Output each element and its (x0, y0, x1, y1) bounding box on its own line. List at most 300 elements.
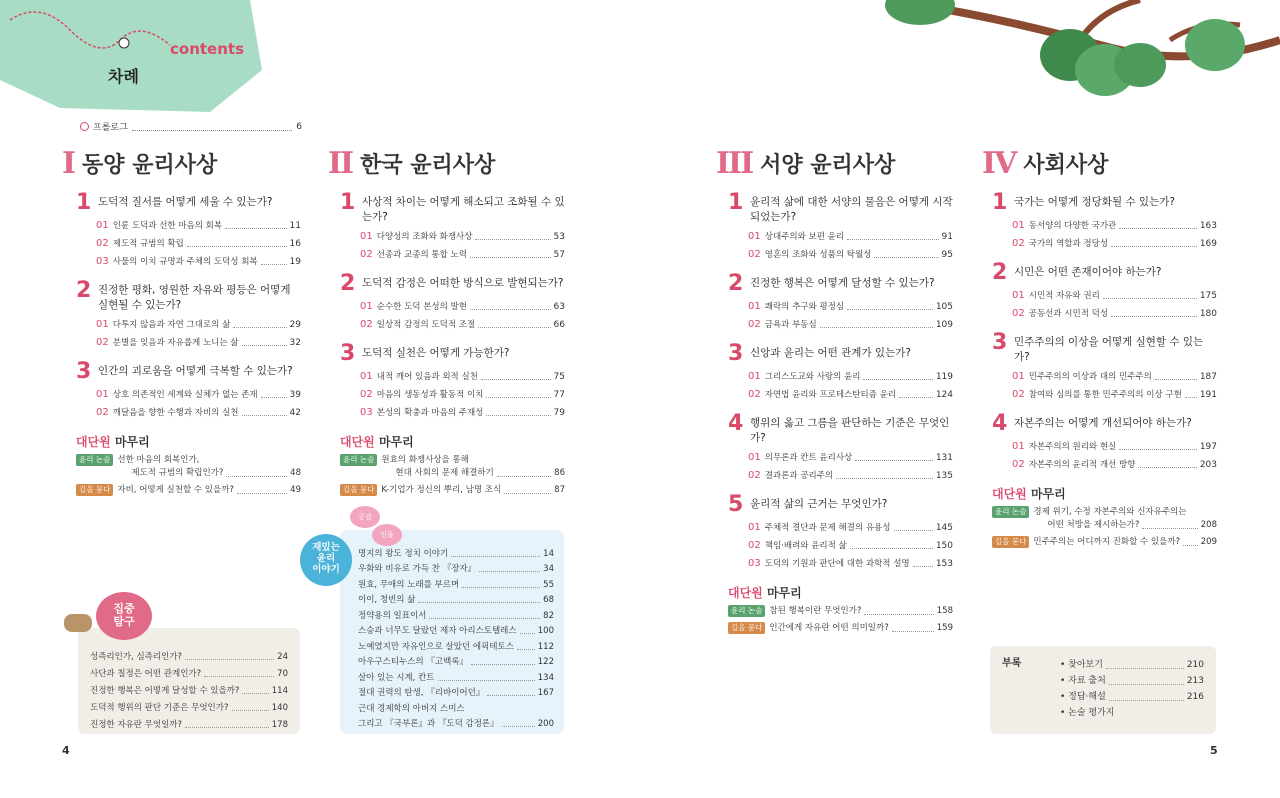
focus-item[interactable] (90, 651, 288, 663)
leader-dots (899, 397, 933, 398)
leader-dots (418, 602, 540, 603)
section-item[interactable] (96, 256, 301, 268)
part-title: 서양 윤리사상 (760, 153, 896, 178)
story-page: 200 (537, 719, 554, 729)
section-number: 01 (748, 301, 761, 312)
section-item[interactable] (748, 389, 953, 401)
chapter-number: 1 (340, 190, 356, 215)
section-item[interactable] (360, 319, 565, 331)
chapter-header[interactable] (728, 273, 953, 295)
summary-label-a: 대단원 (340, 435, 375, 449)
part-2-toc (340, 182, 565, 497)
leader-dots (497, 476, 551, 477)
section-number: 03 (360, 407, 373, 418)
section-title: 참여와 심의를 통한 민주주의의 이상 구현 (1028, 390, 1182, 400)
section-item[interactable] (748, 522, 953, 534)
section-title: 사물의 이치 규명과 주체의 도덕성 회복 (112, 257, 258, 267)
leader-dots (1109, 684, 1184, 685)
summary-row[interactable] (728, 622, 953, 635)
section-title: 일상적 감정의 도덕적 조절 (376, 320, 476, 330)
story-page: 134 (537, 672, 554, 683)
story-page: 122 (537, 657, 554, 667)
chapter-title: 신앙과 윤리는 어떤 관계가 있는가? (750, 347, 911, 359)
story-item[interactable] (358, 594, 554, 606)
section-item[interactable] (96, 220, 301, 232)
chapter-block (728, 192, 953, 261)
chapter-header[interactable] (76, 361, 301, 383)
section-title: 순수한 도덕 본성의 발현 (376, 302, 467, 312)
section-number: 02 (360, 319, 373, 330)
leader-dots (894, 530, 933, 531)
section-item[interactable] (1012, 459, 1217, 471)
section-item[interactable] (360, 249, 565, 261)
section-item[interactable] (1012, 441, 1217, 453)
section-number: 02 (748, 319, 761, 330)
summary-body (381, 484, 565, 497)
summary-label-a: 대단원 (728, 586, 763, 600)
summary-body (117, 484, 301, 497)
appendix-page: 210 (1186, 660, 1204, 670)
chapter-title: 진정한 행복은 어떻게 달성할 수 있는가? (750, 277, 935, 289)
summary-line (117, 484, 301, 497)
summary-row[interactable] (340, 484, 565, 497)
part-title: 한국 윤리사상 (360, 153, 496, 178)
story-title: 그리고 『국부론』과 『도덕 감정론』 (358, 719, 499, 729)
section-number: 02 (1012, 308, 1025, 319)
chapter-header[interactable] (340, 273, 565, 295)
story-page: 14 (543, 548, 554, 559)
summary-row[interactable] (992, 506, 1217, 532)
section-item[interactable] (748, 319, 953, 331)
section-number: 02 (1012, 459, 1025, 470)
section-title: 국가의 역할과 정당성 (1028, 239, 1109, 249)
section-item[interactable] (96, 319, 301, 331)
leader-dots (847, 239, 939, 240)
part-number: III (716, 146, 753, 181)
part-4-toc (992, 182, 1217, 549)
section-page: 197 (1199, 442, 1217, 452)
summary-row[interactable] (340, 454, 565, 480)
story-title: 노예였지만 자유인으로 살았던 에픽테토스 (358, 641, 514, 652)
summary-tag: 길을 묻다 (728, 622, 765, 634)
story-page: 112 (537, 641, 554, 652)
badge-line: 윤리 (316, 553, 336, 564)
story-page: 100 (537, 626, 554, 636)
chapter-header[interactable] (728, 343, 953, 365)
section-page: 180 (1199, 309, 1217, 319)
section-page: 124 (935, 390, 953, 400)
appendix-label: 부록 (1002, 658, 1022, 669)
section-number: 02 (1012, 238, 1025, 249)
contents-heading-en: contents (170, 40, 244, 58)
leader-dots (1155, 379, 1197, 380)
chapter-block (76, 192, 301, 268)
section-item[interactable] (360, 389, 565, 401)
focus-title: 도덕적 행위의 판단 기준은 무엇인가? (90, 703, 229, 713)
chapter-header[interactable] (76, 192, 301, 214)
chapter-block (340, 273, 565, 331)
section-item[interactable] (748, 371, 953, 383)
story-badge (300, 534, 352, 586)
chapter-number: 3 (992, 330, 1008, 355)
chapter-block (76, 361, 301, 419)
leader-dots (1109, 700, 1184, 701)
story-item[interactable] (358, 625, 554, 637)
chapter-header[interactable] (340, 192, 565, 225)
part-title: 사회사상 (1023, 153, 1109, 178)
focus-title: 사단과 칠정은 어떤 관계인가? (90, 669, 202, 679)
contents-heading-ko: 차례 (108, 67, 139, 86)
summary-label-a: 대단원 (992, 487, 1027, 501)
part-2-header (328, 146, 495, 181)
leader-dots (486, 415, 550, 416)
chapter-number: 1 (76, 190, 92, 215)
chapter-title: 윤리적 삶의 근거는 무엇인가? (750, 498, 888, 510)
leader-dots (864, 614, 933, 615)
story-title: 절대 권력의 탄생, 『리바이어던』 (358, 688, 485, 698)
summary-label-b: 마무리 (378, 435, 414, 449)
chapter-block (728, 413, 953, 482)
section-title: 민주주의의 이상과 대의 민주주의 (1028, 372, 1152, 382)
summary-line (381, 467, 565, 480)
leader-dots (242, 345, 287, 346)
summary-page: 209 (1200, 537, 1217, 547)
summary-label-b: 마무리 (1030, 487, 1066, 501)
section-number: 02 (748, 249, 761, 260)
summary-text: 인간에게 자유란 어떤 의미일까? (769, 623, 889, 633)
section-title: 책임·배려와 윤리적 삶 (764, 541, 847, 551)
story-item[interactable] (358, 672, 554, 684)
chapter-block (340, 192, 565, 261)
section-page: 175 (1199, 291, 1217, 301)
section-page: 16 (289, 239, 301, 249)
chapter-header[interactable] (76, 280, 301, 313)
summary-text: 선한 마음의 회복인가, (117, 455, 200, 465)
section-item[interactable] (1012, 371, 1217, 383)
summary-line (1033, 536, 1217, 549)
section-page: 19 (289, 257, 301, 267)
summary-label-a: 대단원 (76, 435, 111, 449)
part-3-toc (728, 182, 953, 635)
leader-dots (504, 493, 551, 494)
chapter-title: 국가는 어떻게 정당화될 수 있는가? (1014, 196, 1175, 208)
leader-dots (850, 548, 933, 549)
chapter-header[interactable] (992, 262, 1217, 284)
summary-label-b: 마무리 (766, 586, 802, 600)
section-page: 203 (1199, 460, 1217, 470)
part-number: I (62, 146, 75, 181)
section-number: 01 (748, 371, 761, 382)
section-page: 109 (935, 320, 953, 330)
focus-page: 24 (277, 652, 288, 662)
appendix-item[interactable] (1060, 707, 1204, 720)
summary-text: K-기업가 정신의 뿌리, 남명 조식 (381, 485, 502, 495)
leader-dots (913, 566, 933, 567)
appendix-title: • 자료 출처 (1060, 676, 1106, 686)
focus-inquiry-box (78, 628, 300, 734)
section-number: 01 (748, 231, 761, 242)
chapter-header[interactable] (728, 413, 953, 446)
clock-icon (80, 122, 89, 131)
unit-summary-heading (992, 485, 1217, 502)
section-number: 02 (748, 470, 761, 481)
tag-bubble: 공감 (350, 506, 380, 528)
summary-body (117, 454, 301, 480)
chapter-header[interactable] (728, 494, 953, 516)
summary-text: 참된 행복이란 무엇인가? (769, 606, 862, 616)
leader-dots (479, 571, 540, 572)
focus-page: 70 (277, 669, 288, 679)
part-3-header (716, 146, 895, 181)
chapter-header[interactable] (728, 192, 953, 225)
chapter-header[interactable] (992, 332, 1217, 365)
story-page: 68 (543, 595, 554, 605)
summary-body (769, 622, 953, 635)
section-title: 그리스도교와 사랑의 윤리 (764, 372, 861, 382)
summary-text: 원효의 화쟁사상을 통해 (381, 455, 469, 465)
section-item[interactable] (748, 301, 953, 313)
section-item[interactable] (360, 407, 565, 419)
summary-tag: 길을 묻다 (992, 536, 1029, 548)
section-page: 79 (553, 408, 565, 418)
focus-item[interactable] (90, 702, 288, 714)
section-title: 상호 의존적인 세계와 실체가 없는 존재 (112, 390, 258, 400)
summary-tag: 윤리 논술 (728, 605, 765, 617)
story-title: 스승과 너무도 달랐던 제자 아리스토텔레스 (358, 626, 517, 636)
section-page: 75 (553, 372, 565, 382)
summary-page: 49 (290, 485, 301, 495)
focus-title: 진정한 자유란 무엇일까? (90, 720, 183, 730)
section-title: 깨달음을 향한 수행과 자비의 실천 (112, 408, 239, 418)
section-page: 53 (553, 232, 565, 242)
part-1-header (62, 146, 217, 181)
section-item[interactable] (360, 371, 565, 383)
focus-item[interactable] (90, 685, 288, 697)
leader-dots (471, 664, 535, 665)
summary-row[interactable] (76, 484, 301, 497)
section-title: 주체적 결단과 문제 해결의 유용성 (764, 523, 891, 533)
leader-dots (237, 493, 287, 494)
section-number: 01 (1012, 220, 1025, 231)
focus-item[interactable] (90, 719, 288, 731)
section-number: 01 (1012, 290, 1025, 301)
section-page: 187 (1199, 372, 1217, 382)
chapter-number: 2 (992, 260, 1008, 285)
chapter-number: 1 (992, 190, 1008, 215)
section-title: 동서양의 다양한 국가관 (1028, 221, 1117, 231)
badge-line: 집중 (113, 602, 135, 615)
section-item[interactable] (96, 337, 301, 349)
leader-dots (502, 726, 535, 727)
cat-illustration (64, 614, 92, 632)
story-item[interactable] (358, 718, 554, 730)
summary-page: 87 (554, 485, 565, 495)
leader-dots (478, 327, 550, 328)
section-item[interactable] (1012, 389, 1217, 401)
chapter-number: 1 (728, 190, 744, 215)
chapter-block (992, 192, 1217, 250)
chapter-block (76, 280, 301, 349)
section-number: 02 (360, 389, 373, 400)
section-title: 다양성의 조화와 화쟁사상 (376, 232, 473, 242)
section-item[interactable] (748, 231, 953, 243)
story-item[interactable] (358, 579, 554, 591)
section-page: 150 (935, 541, 953, 551)
section-item[interactable] (748, 249, 953, 261)
summary-tag: 길을 묻다 (76, 484, 113, 496)
story-item[interactable] (358, 610, 554, 622)
appendix-item[interactable] (1060, 659, 1204, 672)
section-item[interactable] (748, 558, 953, 570)
part-1-toc (76, 182, 301, 497)
summary-tag: 윤리 논술 (992, 506, 1029, 518)
appendix-item[interactable] (1060, 691, 1204, 704)
page-number-right: 5 (1210, 744, 1218, 757)
leader-dots (1183, 545, 1198, 546)
story-item[interactable] (358, 641, 554, 653)
leader-dots (1106, 668, 1184, 669)
story-page: 55 (543, 579, 554, 590)
chapter-header[interactable] (340, 343, 565, 365)
section-page: 191 (1199, 390, 1217, 400)
summary-text: 제도적 규범의 확립인가? (131, 468, 224, 478)
section-page: 63 (553, 302, 565, 312)
story-item[interactable] (358, 703, 554, 715)
leader-dots (225, 228, 286, 229)
section-number: 02 (96, 407, 109, 418)
section-title: 내적 깨어 있음과 외적 실천 (376, 372, 478, 382)
section-item[interactable] (748, 540, 953, 552)
summary-line (769, 605, 953, 618)
section-page: 105 (935, 302, 953, 312)
leader-dots (226, 476, 287, 477)
unit-summary-heading (340, 433, 565, 450)
section-item[interactable] (748, 452, 953, 464)
leader-dots (486, 397, 550, 398)
section-page: 91 (941, 232, 953, 242)
leader-dots (232, 710, 269, 711)
section-item[interactable] (1012, 220, 1217, 232)
section-page: 32 (289, 338, 301, 348)
leader-dots (233, 327, 286, 328)
section-item[interactable] (96, 389, 301, 401)
section-title: 쾌락의 추구와 평정심 (764, 302, 845, 312)
section-page: 42 (289, 408, 301, 418)
story-page: 167 (537, 688, 554, 698)
summary-body (1033, 536, 1217, 549)
leader-dots (261, 264, 287, 265)
story-item[interactable] (358, 563, 554, 575)
focus-page: 140 (271, 703, 288, 713)
chapter-title: 민주주의의 이상을 어떻게 실현할 수 있는가? (1014, 336, 1204, 363)
chapter-header[interactable] (992, 192, 1217, 214)
badge-line: 이야기 (312, 564, 340, 575)
page-number-left: 4 (62, 744, 70, 757)
leader-dots (429, 618, 540, 619)
section-page: 66 (553, 320, 565, 330)
part-4-header (982, 146, 1108, 181)
focus-item[interactable] (90, 668, 288, 680)
section-number: 01 (360, 371, 373, 382)
summary-line (381, 454, 565, 467)
leader-dots (517, 649, 535, 650)
section-item[interactable] (748, 470, 953, 482)
story-title: 이이, 청빈의 삶 (358, 595, 416, 605)
appendix-item[interactable] (1060, 675, 1204, 688)
appendix-page: 216 (1186, 692, 1204, 702)
leader-dots (1119, 449, 1197, 450)
section-item[interactable] (1012, 290, 1217, 302)
summary-page: 158 (936, 606, 953, 616)
leader-dots (481, 379, 551, 380)
leader-dots (187, 246, 287, 247)
story-item[interactable] (358, 687, 554, 699)
summary-text: 경제 위기, 수정 자본주의와 신자유주의는 (1033, 507, 1187, 517)
leader-dots (1111, 316, 1197, 317)
summary-tag: 윤리 논술 (76, 454, 113, 466)
summary-row[interactable] (992, 536, 1217, 549)
chapter-block (728, 343, 953, 401)
chapter-number: 3 (728, 341, 744, 366)
chapter-title: 시민은 어떤 존재이어야 하는가? (1014, 266, 1162, 278)
leader-dots (470, 257, 551, 258)
leader-dots (874, 257, 938, 258)
section-page: 163 (1199, 221, 1217, 231)
leader-dots (185, 659, 274, 660)
section-item[interactable] (360, 301, 565, 313)
summary-page: 159 (936, 623, 953, 633)
leader-dots (855, 460, 933, 461)
chapter-header[interactable] (992, 413, 1217, 435)
summary-row[interactable] (76, 454, 301, 480)
section-number: 03 (96, 256, 109, 267)
section-page: 39 (289, 390, 301, 400)
unit-summary-heading (76, 433, 301, 450)
section-item[interactable] (360, 231, 565, 243)
section-item[interactable] (96, 407, 301, 419)
badge-line: 재밌는 (312, 542, 340, 553)
summary-page: 208 (1200, 520, 1217, 530)
summary-line (1033, 519, 1217, 532)
section-page: 11 (289, 221, 301, 231)
chapter-title: 도덕적 감정은 어떠한 방식으로 발현되는가? (362, 277, 564, 289)
section-number: 01 (96, 220, 109, 231)
appendix-title: • 정답·해설 (1060, 692, 1106, 702)
section-title: 자본주의의 원리와 현실 (1028, 442, 1117, 452)
section-item[interactable] (1012, 238, 1217, 250)
section-page: 135 (935, 471, 953, 481)
chapter-title: 인간의 괴로움을 어떻게 극복할 수 있는가? (98, 365, 293, 377)
chapter-block (992, 413, 1217, 471)
focus-page: 114 (271, 686, 288, 696)
section-title: 상대주의와 보편 윤리 (764, 232, 845, 242)
story-item[interactable] (358, 548, 554, 560)
unit-summary-heading (728, 584, 953, 601)
section-title: 본성의 확충과 마음의 주재성 (376, 408, 484, 418)
section-item[interactable] (1012, 308, 1217, 320)
section-number: 02 (1012, 389, 1025, 400)
leader-dots (863, 379, 932, 380)
story-title: 정약용의 일표이서 (358, 610, 427, 621)
leader-dots (1138, 467, 1196, 468)
summary-row[interactable] (728, 605, 953, 618)
prologue-row[interactable] (80, 120, 302, 133)
section-number: 01 (360, 231, 373, 242)
summary-text: 현대 사회의 문제 해결하기 (395, 468, 494, 478)
appendix-page: 213 (1186, 676, 1204, 686)
story-item[interactable] (358, 656, 554, 668)
section-item[interactable] (96, 238, 301, 250)
